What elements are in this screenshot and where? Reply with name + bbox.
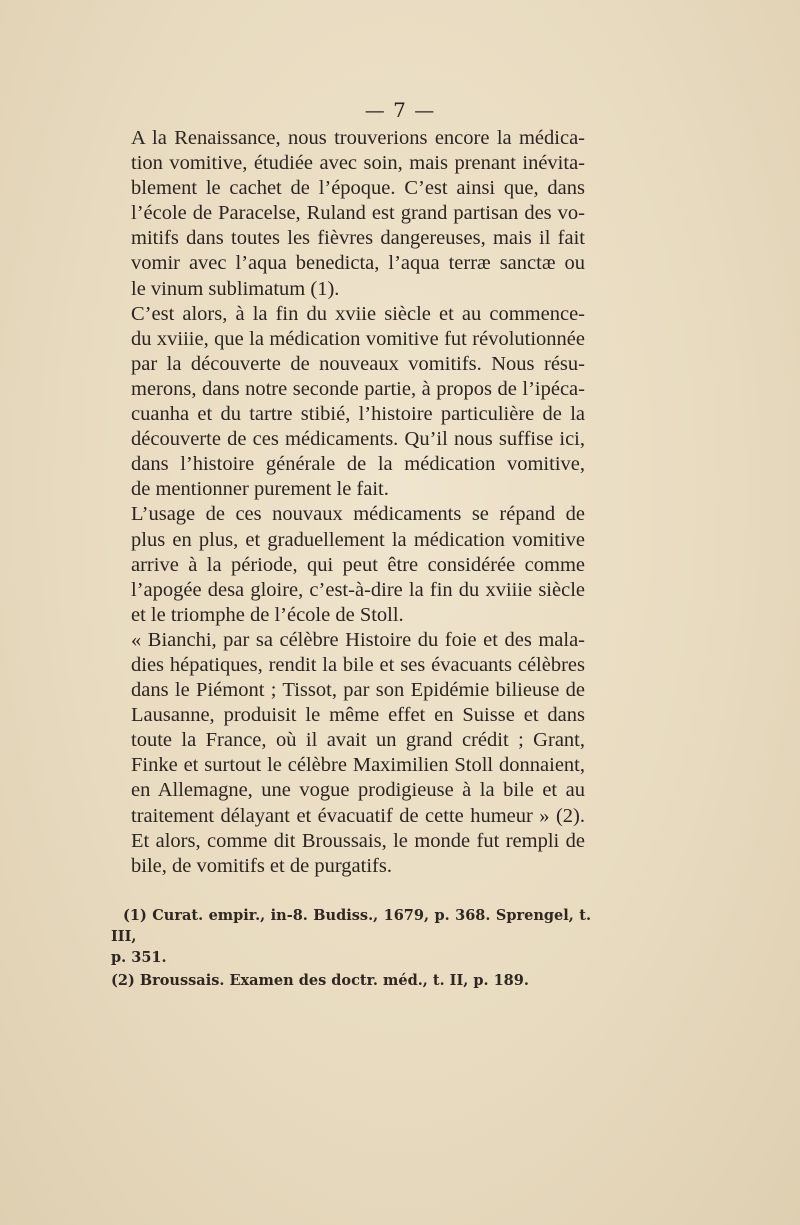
footnote-line: p. 351. [111, 949, 167, 966]
text-line: « Bianchi, par sa célèbre Histoire du foie et des mala- [131, 628, 585, 651]
text-line: de mentionner purement le fait. [131, 478, 389, 501]
main-text [111, 126, 585, 879]
footnote-2 [111, 970, 591, 991]
paragraph-2 [111, 302, 585, 503]
text-line: l’apogée desa gloire, c’est-à-dire la fin du xviiie siècle [131, 578, 585, 601]
paragraph-1 [111, 126, 585, 302]
text-line: découverte de ces médicaments. Qu’il nous suffise ici, [131, 428, 585, 451]
text-line: l’école de Paracelse, Ruland est grand partisan des vo- [131, 202, 585, 225]
text-line: A la Renaissance, nous trouverions encore la médica- [131, 127, 585, 149]
text-line: Lausanne, produisit le même effet en Suisse et dans [131, 704, 585, 727]
text-line: mitifs dans toutes les fièvres dangereuses, mais il fait [131, 227, 585, 250]
paragraph-3 [111, 502, 585, 627]
footnote-1 [111, 905, 591, 968]
text-line: dans le Piémont ; Tissot, par son Epidémie bilieuse de [131, 679, 585, 702]
footnote-line: (2) Broussais. Examen des doctr. méd., t. II, p. 189. [111, 972, 529, 989]
footnote-line: (1) Curat. empir., in-8. Budiss., 1679, p. 368. Sprengel, t. III, [111, 907, 591, 945]
text-line: traitement délayant et évacuatif de cette humeur » (2). [131, 804, 585, 827]
paragraph-4 [111, 628, 585, 879]
footnotes [111, 905, 591, 991]
text-line: arrive à la période, qui peut être considérée comme [131, 553, 585, 576]
text-line: L’usage de ces nouvaux médicaments se répand de [131, 503, 585, 526]
text-line: en Allemagne, une vogue prodigieuse à la bile et au [131, 779, 585, 802]
text-line: merons, dans notre seconde partie, à propos de l’ipéca- [131, 377, 585, 400]
text-line: plus en plus, et graduellement la médication vomitive [131, 528, 585, 551]
text-line: dies hépatiques, rendit la bile et ses évacuants célèbres [131, 653, 585, 676]
text-line: le vinum sublimatum (1). [131, 277, 340, 300]
text-line: et le triomphe de l’école de Stoll. [131, 603, 404, 626]
text-line: tion vomitive, étudiée avec soin, mais prenant inévita- [131, 152, 585, 175]
text-line: du xviiie, que la médication vomitive fut révolutionnée [131, 327, 585, 350]
page-number: — 7 — [364, 98, 436, 122]
text-line: cuanha et du tartre stibié, l’histoire particulière de la [131, 403, 585, 426]
text-line: vomir avec l’aqua benedicta, l’aqua terræ sanctæ ou [131, 252, 585, 275]
text-line: C’est alors, à la fin du xviie siècle et au commence- [131, 302, 585, 325]
text-line: bile, de vomitifs et de purgatifs. [131, 854, 392, 877]
text-line: blement le cachet de l’époque. C’est ainsi que, dans [131, 177, 585, 200]
text-line: toute la France, où il avait un grand crédit ; Grant, [131, 729, 585, 752]
text-line: Finke et surtout le célèbre Maximilien Stoll donnaient, [131, 754, 585, 777]
text-line: Et alors, comme dit Broussais, le monde fut rempli de [131, 829, 585, 852]
text-line: dans l’histoire générale de la médication vomitive, [131, 453, 585, 476]
text-line: par la découverte de nouveaux vomitifs. Nous résu- [131, 352, 585, 375]
